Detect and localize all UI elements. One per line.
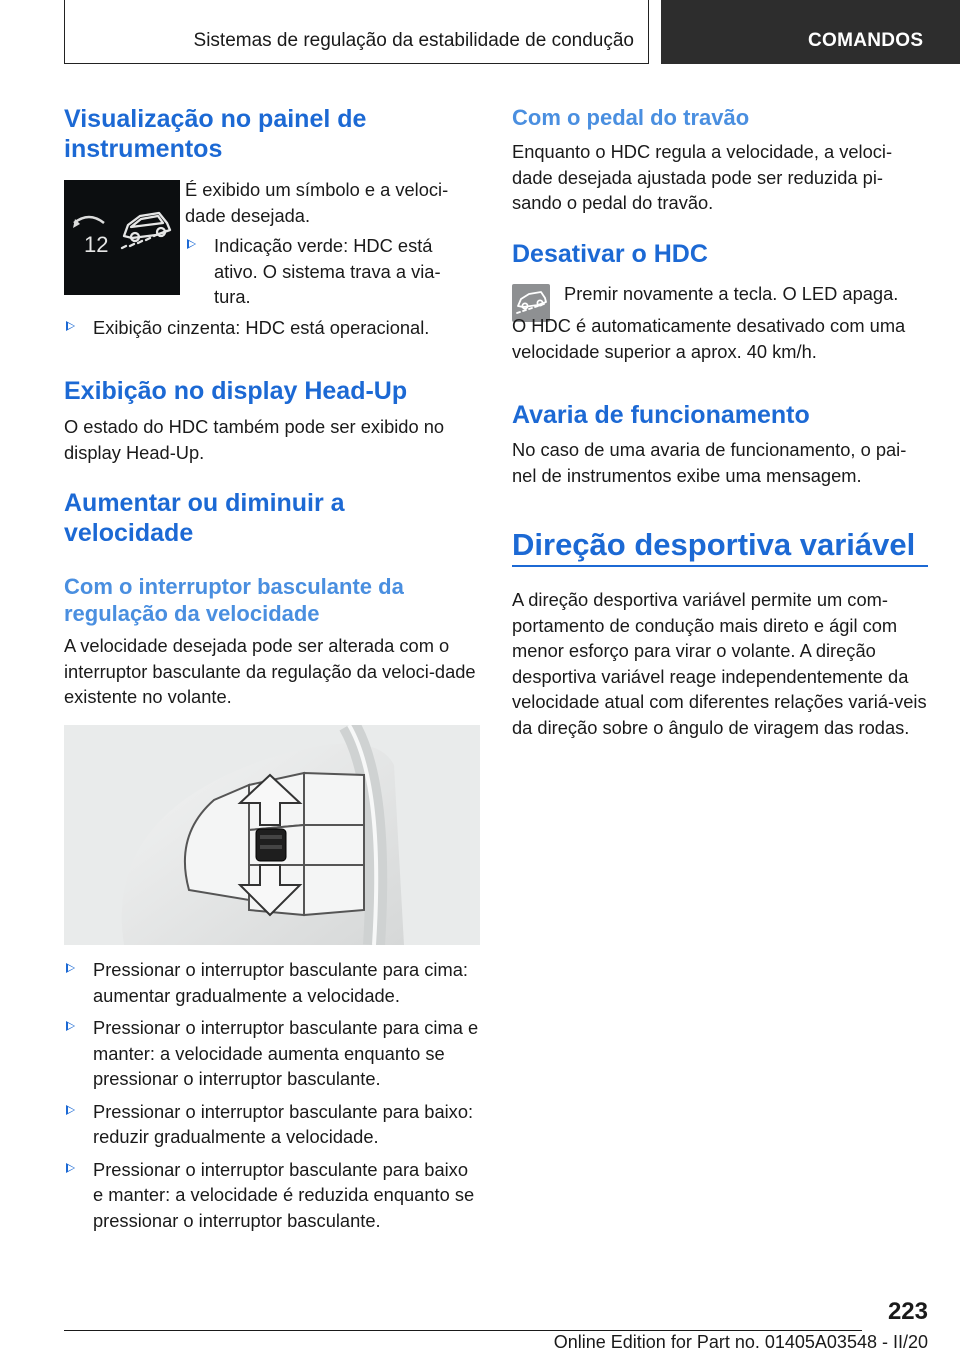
header-section-title: Sistemas de regulação da estabilidade de condução [193,30,634,51]
rocker-intro-text: A velocidade desejada pode ser alterada com o interruptor basculante da regulação da veloci‐dade existente no volante. [64,635,476,707]
rocker-knob-groove [260,845,282,849]
display-speed-value: 12 [84,232,109,257]
brake-pedal-text: Enquanto o HDC regula a velocidade, a veloci‐dade desejada ajustada pode ser reduzida pi‐sando o pedal do travão. [512,141,893,213]
rocker-switch-image [64,725,480,945]
instrument-cluster-image [64,180,180,295]
header-section-box [64,0,649,64]
heading-rocker-switch: Com o interruptor basculante da regulação da velocidade [64,574,404,626]
rocker-knob-groove [260,835,282,839]
heading-instrument-display: Visualização no painel de instrumentos [64,105,367,163]
head-up-text: O estado do HDC também pode ser exibido no display Head-Up. [64,416,445,463]
heading-deactivate-hdc: Desativar o HDC [512,240,708,268]
malfunction-text: No caso de uma avaria de funcionamento, o pai‐nel de instrumentos exibe uma mensagem. [512,439,907,486]
heading-brake-pedal: Com o pedal do travão [512,105,750,130]
header-chapter-title: COMANDOS [808,30,924,51]
deactivate-text-1: Premir novamente a tecla. O LED apaga. [564,283,899,304]
rocker-bullet-list [64,957,480,1240]
page-number: 223 [887,1298,928,1325]
heading-head-up: Exibição no display Head-Up [64,377,408,405]
display-grey-list [64,315,480,348]
display-intro-text: É exibido um símbolo e a veloci‐dade desejada. [185,179,449,226]
triangle-bullet-icon [187,239,196,249]
triangle-bullet-icon [66,963,75,973]
header-chapter-box [661,0,960,64]
variable-steering-text: A direção desportiva variável permite um com‐portamento de condução mais direto e ágil com menor esforço para virar o volante. A direção desportiva variável reage independentemente da velocidade atual com diferentes relações variá‐veis da direção sobre o ângulo de viragem das rodas. [512,589,927,738]
list-item: Exibição cinzenta: HDC está operacional. [64,315,480,341]
footer-edition: Online Edition for Part no. 01405A03548 - II/20 [553,1332,928,1352]
heading-underline [512,565,928,567]
list-item: Pressionar o interruptor basculante para cima: aumentar gradualmente a velocidade. [64,957,480,1008]
list-item: Indicação verde: HDC está ativo. O sistema trava a via‐tura. [185,233,465,310]
triangle-bullet-icon [66,1105,75,1115]
heading-malfunction: Avaria de funcionamento [512,401,810,429]
list-item: Pressionar o interruptor basculante para baixo: reduzir gradualmente a velocidade. [64,1099,480,1150]
speed-arc-icon [74,217,104,223]
list-item: Pressionar o interruptor basculante para baixo e manter: a velocidade é reduzida enquanto se pressionar o interruptor basculante. [64,1157,480,1234]
triangle-bullet-icon [66,321,75,331]
display-green-list [185,233,465,317]
steering-rocker-illustration [64,725,480,945]
triangle-bullet-icon [66,1163,75,1173]
deactivate-text-2: O HDC é automaticamente desativado com uma velocidade superior a aprox. 40 km/h. [512,315,906,362]
heading-speed-adjust: Aumentar ou diminuir a velocidade [64,489,345,547]
triangle-bullet-icon [66,1021,75,1031]
list-item: Pressionar o interruptor basculante para cima e manter: a velocidade aumenta enquanto se pressionar o interruptor basculante. [64,1015,480,1092]
heading-variable-steering: Direção desportiva variável [512,527,916,562]
hdc-display-graphic [64,180,180,295]
footer-divider [64,1330,862,1331]
hdc-car-icon [122,213,170,248]
